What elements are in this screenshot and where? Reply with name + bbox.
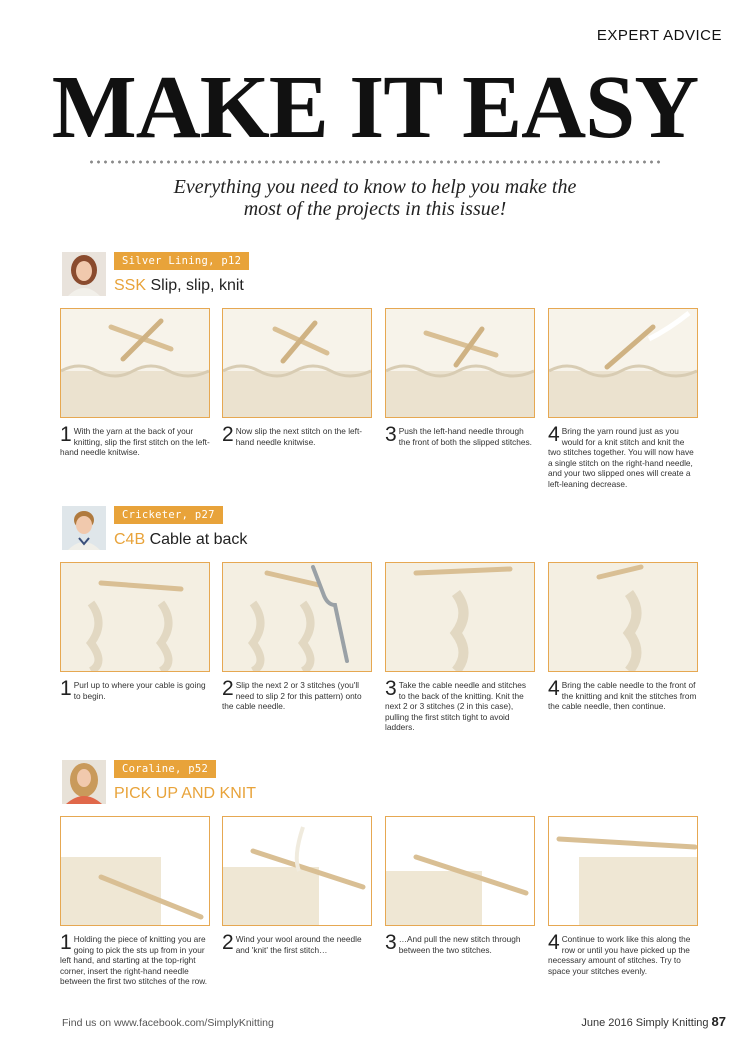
step-caption — [385, 677, 535, 733]
step-number: 4 — [548, 931, 560, 954]
step-number: 2 — [222, 931, 234, 954]
step-caption — [222, 677, 372, 712]
step-text: Holding the piece of knitting you are going to pick the sts up from in your left hand, and starting at the top-right corner, insert the right-hand needle between the first two stitches of the row. — [60, 934, 208, 987]
step-photo — [60, 562, 210, 672]
step-number: 3 — [385, 423, 397, 446]
page-number: 87 — [711, 1014, 726, 1029]
step-caption — [548, 931, 698, 976]
step-text: Bring the cable needle to the front of the knitting and knit the stitches from the cable needle, then continue. — [548, 680, 697, 712]
intro-line-1: Everything you need to know to help you make the — [173, 176, 577, 198]
step-photo — [548, 816, 698, 926]
avatar-model-girl — [62, 252, 106, 296]
step-number: 3 — [385, 677, 397, 700]
issue-date-title: June 2016 Simply Knitting — [581, 1017, 709, 1029]
dotted-divider — [88, 160, 663, 164]
technique-title — [114, 276, 244, 296]
technique-abbr: C4B — [114, 531, 146, 548]
pattern-tag: Cricketer, p27 — [114, 506, 223, 524]
step-photo — [222, 816, 372, 926]
technique-abbr: PICK UP AND KNIT — [114, 785, 256, 802]
pattern-tag: Coraline, p52 — [114, 760, 216, 778]
step-number: 3 — [385, 931, 397, 954]
technique-title — [114, 784, 256, 804]
step-text: Bring the yarn round just as you would for a knit stitch and knit the two stitches together. You will now have a single stitch on the right-hand needle, and your two slipped ones will create a left-leaning decrease. — [548, 426, 694, 489]
step-photo — [548, 562, 698, 672]
step-text: Continue to work like this along the row or until you have picked up the necessary amount of stitches. Try to space your stitches evenly. — [548, 934, 691, 976]
step-caption — [222, 931, 372, 955]
step-photo — [548, 308, 698, 418]
step-number: 1 — [60, 423, 72, 446]
technique-name: Cable at back — [149, 531, 248, 548]
step-caption — [60, 677, 210, 701]
step-caption — [60, 931, 210, 987]
step-text: With the yarn at the back of your knitting, slip the first stitch on the left-hand needle knitwise. — [60, 426, 210, 458]
step-photo — [60, 308, 210, 418]
step-number: 4 — [548, 423, 560, 446]
step-number: 2 — [222, 423, 234, 446]
issue-info — [581, 1014, 726, 1029]
step-caption — [548, 677, 698, 712]
step-text: Now slip the next stitch on the left-hand needle knitwise. — [235, 426, 363, 447]
step-photo — [60, 816, 210, 926]
step-caption — [222, 423, 372, 447]
step-text: Purl up to where your cable is going to begin. — [73, 680, 206, 701]
step-caption — [385, 931, 535, 955]
step-text: …And pull the new stitch through between the two stitches. — [398, 934, 521, 955]
step-number: 4 — [548, 677, 560, 700]
facebook-link[interactable]: Find us on www.facebook.com/SimplyKnitting — [62, 1017, 274, 1029]
step-text: Wind your wool around the needle and 'knit' the first stitch… — [235, 934, 362, 955]
step-text: Take the cable needle and stitches to the back of the knitting. Knit the next 2 or 3 stitches (2 in this case), pulling the first stitch tight to avoid ladders. — [385, 680, 526, 733]
technique-name: Slip, slip, knit — [150, 277, 244, 294]
step-photo — [222, 562, 372, 672]
step-photo — [222, 308, 372, 418]
intro-line-2: most of the projects in this issue! — [243, 198, 507, 220]
step-caption — [385, 423, 535, 447]
step-caption — [548, 423, 698, 490]
avatar-model-woman — [62, 760, 106, 804]
avatar-model-boy — [62, 506, 106, 550]
technique-title — [114, 530, 247, 550]
step-text: Slip the next 2 or 3 stitches (you'll need to slip 2 for this pattern) onto the cable needle. — [222, 680, 362, 712]
step-number: 1 — [60, 677, 72, 700]
technique-abbr: SSK — [114, 277, 147, 294]
pattern-tag: Silver Lining, p12 — [114, 252, 249, 270]
step-caption — [60, 423, 210, 458]
intro-text — [0, 176, 750, 220]
step-photo — [385, 308, 535, 418]
step-photo — [385, 816, 535, 926]
step-photo — [385, 562, 535, 672]
step-text: Push the left-hand needle through the front of both the slipped stitches. — [398, 426, 532, 447]
step-number: 1 — [60, 931, 72, 954]
expert-advice-kicker: EXPERT ADVICE — [596, 27, 722, 44]
page-title: MAKE IT EASY — [51, 58, 699, 157]
step-number: 2 — [222, 677, 234, 700]
